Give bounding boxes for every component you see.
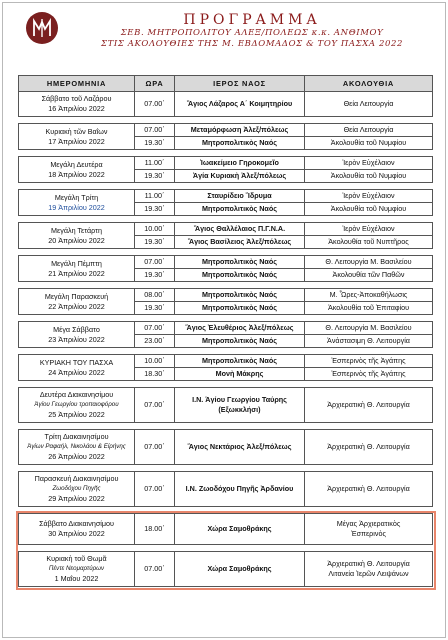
row-spacer <box>19 423 433 430</box>
page-subtitle-1: ΣΕΒ. ΜΗΤΡΟΠΟΛΙΤΟΥ ΑΛΕΞ/ΠΟΛΕΩΣ κ.κ. ΑΝΘΙΜΟΥ <box>120 28 384 38</box>
church-cell <box>175 203 305 216</box>
service-cell <box>305 388 433 423</box>
service-cell <box>305 256 433 269</box>
time-cell-text: 11.00΄ <box>144 191 165 200</box>
monogram-icon <box>30 16 54 40</box>
date-cell <box>19 514 135 545</box>
service-cell-text: Ἀρχιερατικὴ Θ. Λειτουργία <box>327 559 410 568</box>
church-cell-text: Ἅγιος Νεκτάριος Ἀλεξ/πόλεως <box>187 442 292 451</box>
time-cell-text: 07.00΄ <box>144 99 165 108</box>
date-text: 21 Ἀπριλίου 2022 <box>48 268 105 278</box>
date-text: 20 Ἀπριλίου 2022 <box>48 235 105 245</box>
table-row <box>19 157 433 170</box>
time-cell <box>135 472 175 507</box>
service-cell <box>305 322 433 335</box>
date-text: 22 Ἀπριλίου 2022 <box>48 301 105 311</box>
date-cell <box>19 256 135 282</box>
church-cell <box>175 552 305 587</box>
church-cell <box>175 269 305 282</box>
service-cell <box>305 124 433 137</box>
date-text: 1 Μαΐου 2022 <box>54 574 99 583</box>
service-cell <box>305 302 433 315</box>
day-name: Μεγάλη Δευτέρα <box>50 159 103 169</box>
row-spacer-cell <box>19 216 433 223</box>
table-row <box>19 256 433 269</box>
church-cell <box>175 430 305 465</box>
service-cell-text: Ἀκολουθία τοῦ Νυμφίου <box>330 138 407 147</box>
church-cell-text: Ι.Ν. Ἁγίου Γεωργίου Ταύρης <box>192 395 287 404</box>
service-cell-text: Ἀκολουθία τῶν Παθῶν <box>332 270 405 279</box>
church-cell <box>175 190 305 203</box>
date-cell <box>19 430 135 465</box>
table-row <box>19 223 433 236</box>
row-spacer-cell <box>19 348 433 355</box>
service-cell <box>305 430 433 465</box>
service-cell <box>305 92 433 117</box>
time-cell <box>135 203 175 216</box>
row-spacer-cell <box>19 381 433 388</box>
church-cell <box>175 322 305 335</box>
date-cell <box>19 289 135 315</box>
time-cell <box>135 269 175 282</box>
service-cell <box>305 335 433 348</box>
time-cell-text: 19.30΄ <box>144 204 165 213</box>
row-spacer <box>19 545 433 552</box>
church-cell-text: Μητροπολιτικὸς Ναός <box>202 138 277 147</box>
date-cell <box>19 388 135 423</box>
church-cell <box>175 170 305 183</box>
column-header-church: ΙΕΡΟΣ ΝΑΟΣ <box>175 76 305 92</box>
day-name: Δευτέρα Διακαινησίμου <box>39 390 114 399</box>
table-row <box>19 322 433 335</box>
time-cell <box>135 256 175 269</box>
time-cell <box>135 289 175 302</box>
time-cell <box>135 170 175 183</box>
time-cell <box>135 335 175 348</box>
row-spacer <box>19 315 433 322</box>
day-name: Παρασκευή Διακαινησίμου <box>34 474 119 483</box>
service-cell <box>305 514 433 545</box>
service-cell-text: Θεία Λειτουργία <box>343 99 394 108</box>
date-text: 24 Ἀπριλίου 2022 <box>48 367 105 377</box>
service-cell-text: Ἑσπερινὸς τῆς Ἀγάπης <box>331 369 406 378</box>
date-text: 23 Ἀπριλίου 2022 <box>48 334 105 344</box>
church-cell <box>175 355 305 368</box>
service-cell <box>305 269 433 282</box>
church-cell-text: Μεταμόρφωση Ἀλεξ/πόλεως <box>190 125 289 134</box>
date-cell <box>19 552 135 587</box>
row-spacer-cell <box>19 150 433 157</box>
metropolis-logo <box>26 12 58 44</box>
time-cell-text: 07.00΄ <box>144 442 165 451</box>
church-cell <box>175 236 305 249</box>
service-cell-text: Ἑσπερινὸς τῆς Ἀγάπης <box>331 356 406 365</box>
row-spacer-cell <box>19 545 433 552</box>
service-cell-text: Ἱερὸν Εὐχέλαιον <box>342 224 395 233</box>
time-cell <box>135 157 175 170</box>
service-cell-text: Θ. Λειτουργία Μ. Βασιλείου <box>325 323 412 332</box>
church-cell-text: Σταυρίδειο Ἵδρυμα <box>207 191 272 200</box>
date-text: 26 Ἀπριλίου 2022 <box>48 452 105 461</box>
church-cell <box>175 124 305 137</box>
service-cell-text: Θ. Λειτουργία Μ. Βασιλείου <box>325 257 412 266</box>
date-text: 19 Ἀπριλίου 2022 <box>48 202 105 212</box>
time-cell-text: 11.00΄ <box>144 158 165 167</box>
service-cell-text: Ἀρχιερατικὴ Θ. Λειτουργία <box>327 400 410 409</box>
church-cell-text: Μητροπολιτικὸς Ναός <box>202 356 277 365</box>
row-spacer-cell <box>19 249 433 256</box>
time-cell-text: 07.00΄ <box>144 323 165 332</box>
time-cell-text: 19.30΄ <box>144 138 165 147</box>
service-cell-text: Ἱερὸν Εὐχέλαιον <box>342 158 395 167</box>
time-cell <box>135 552 175 587</box>
service-cell-text: Θεία Λειτουργία <box>343 125 394 134</box>
date-cell <box>19 92 135 117</box>
row-spacer <box>19 183 433 190</box>
church-cell-text: Μητροπολιτικὸς Ναός <box>202 303 277 312</box>
time-cell <box>135 355 175 368</box>
schedule-table <box>18 75 433 587</box>
time-cell <box>135 302 175 315</box>
church-cell-text-2: (Εξωκκλήσι) <box>218 405 261 414</box>
church-cell-text: Χώρα Σαμοθράκης <box>207 564 272 573</box>
row-spacer-cell <box>19 507 433 514</box>
day-name: Σάββατο Διακαινησίμου <box>39 519 114 528</box>
time-cell-text: 07.00΄ <box>144 125 165 134</box>
time-cell-text: 08.00΄ <box>144 290 165 299</box>
table-row <box>19 552 433 587</box>
row-spacer-cell <box>19 183 433 190</box>
service-cell <box>305 289 433 302</box>
date-cell <box>19 157 135 183</box>
service-cell <box>305 236 433 249</box>
row-spacer <box>19 507 433 514</box>
time-cell-text: 18.30΄ <box>144 369 165 378</box>
church-cell-text: Ἅγιος Βασίλειος Ἀλεξ/πόλεως <box>187 237 292 246</box>
time-cell <box>135 137 175 150</box>
row-spacer <box>19 249 433 256</box>
church-cell-text: Μητροπολιτικὸς Ναός <box>202 257 277 266</box>
row-spacer <box>19 465 433 472</box>
service-cell-text: Ἀκολουθία τοῦ Νυμφίου <box>330 204 407 213</box>
table-row <box>19 472 433 507</box>
time-cell-text: 10.00΄ <box>144 356 165 365</box>
date-text: 25 Ἀπριλίου 2022 <box>48 410 105 419</box>
church-cell <box>175 92 305 117</box>
service-cell <box>305 137 433 150</box>
time-cell-text: 07.00΄ <box>144 484 165 493</box>
time-cell-text: 19.30΄ <box>144 237 165 246</box>
time-cell-text: 23.00΄ <box>144 336 165 345</box>
date-cell <box>19 190 135 216</box>
header <box>60 12 444 50</box>
church-cell-text: Ἅγιος Ἐλευθέριος Ἀλεξ/πόλεως <box>185 323 294 332</box>
time-cell-text: 10.00΄ <box>144 224 165 233</box>
time-cell <box>135 388 175 423</box>
time-cell <box>135 322 175 335</box>
service-cell-text: Ἱερὸν Εὐχέλαιον <box>342 191 395 200</box>
church-cell <box>175 157 305 170</box>
service-cell <box>305 170 433 183</box>
service-cell <box>305 552 433 587</box>
row-spacer <box>19 216 433 223</box>
service-cell-text: Ἀκολουθία τοῦ Νυπτῆρος <box>328 237 409 246</box>
column-header-date: ΗΜΕΡΟΜΗΝΙΑ <box>19 76 135 92</box>
service-cell <box>305 223 433 236</box>
time-cell <box>135 223 175 236</box>
day-name: Μέγα Σάββατο <box>53 324 100 334</box>
service-cell-text: Μέγας Ἀρχιερατικὸς <box>336 519 401 528</box>
church-cell-text: Ἰωακείμειο Γηροκομεῖο <box>200 158 279 167</box>
service-cell <box>305 368 433 381</box>
time-cell <box>135 430 175 465</box>
date-text: 29 Ἀπριλίου 2022 <box>48 494 105 503</box>
church-cell-text: Μητροπολιτικὸς Ναός <box>202 336 277 345</box>
church-cell <box>175 514 305 545</box>
service-cell <box>305 472 433 507</box>
date-text: 30 Ἀπριλίου 2022 <box>48 529 105 538</box>
date-cell <box>19 124 135 150</box>
table-row <box>19 289 433 302</box>
church-cell-text: Ἅγιος Λάζαρος Α΄ Κοιμητηρίου <box>186 99 293 108</box>
time-cell <box>135 92 175 117</box>
day-name: Σάββατο τοῦ Λαζάρου <box>41 94 112 103</box>
day-name: Κυριακὴ τῶν Βαΐων <box>45 126 108 136</box>
service-cell-text: Ἀκολουθία τοῦ Ἐπιταφίου <box>327 303 410 312</box>
church-cell <box>175 289 305 302</box>
date-text: 17 Ἀπριλίου 2022 <box>48 136 105 146</box>
time-cell-text: 18.00΄ <box>144 524 165 533</box>
time-cell-text: 19.30΄ <box>144 270 165 279</box>
service-cell-text: Μ. Ὧρες-Ἀποκαθήλωσις <box>329 290 408 299</box>
row-spacer-cell <box>19 423 433 430</box>
church-cell-text: Χώρα Σαμοθράκης <box>207 524 272 533</box>
table-header-row <box>19 76 433 92</box>
church-cell-text: Ἁγία Κυριακὴ Ἀλεξ/πόλεως <box>192 171 287 180</box>
day-name: Μεγάλη Παρασκευή <box>44 291 109 301</box>
feast-name: Ἁγίων Ραφαήλ, Νικολάου & Εἰρήνης <box>27 443 126 450</box>
date-cell <box>19 322 135 348</box>
date-cell <box>19 472 135 507</box>
service-cell-text: Ἀνάστασιμη Θ. Λειτουργία <box>327 336 410 345</box>
service-cell <box>305 190 433 203</box>
date-cell <box>19 355 135 381</box>
service-cell-text: Ἀκολουθία τοῦ Νυμφίου <box>330 171 407 180</box>
table-row <box>19 430 433 465</box>
page-subtitle-2: ΣΤΙΣ ΑΚΟΛΟΥΘΙΕΣ ΤΗΣ Μ. ΕΒΔΟΜΑΔΟΣ & ΤΟΥ ΠΑΣΧΑ 2022 <box>101 39 403 49</box>
column-header-time: ΩΡΑ <box>135 76 175 92</box>
time-cell-text: 19.30΄ <box>144 303 165 312</box>
table-row <box>19 92 433 117</box>
page-title: ΠΡΟΓΡΑΜΜΑ <box>183 12 321 28</box>
church-cell-text: Μητροπολιτικὸς Ναός <box>202 290 277 299</box>
column-header-service: ΑΚΟΛΟΥΘΙΑ <box>305 76 433 92</box>
service-cell-text-2: Ἑσπερινὸς <box>351 529 386 538</box>
time-cell <box>135 190 175 203</box>
church-cell <box>175 256 305 269</box>
row-spacer <box>19 117 433 124</box>
day-name: Μεγάλη Τετάρτη <box>51 225 102 235</box>
day-name: Μεγάλη Τρίτη <box>54 192 99 202</box>
church-cell <box>175 335 305 348</box>
church-cell <box>175 137 305 150</box>
feast-name: Ζωοδόχου Πηγῆς <box>52 485 101 492</box>
service-cell-text-2: Λιτανεία Ἱερῶν Λειψάνων <box>328 569 409 578</box>
table-row <box>19 514 433 545</box>
service-cell-text: Ἀρχιερατικὴ Θ. Λειτουργία <box>327 442 410 451</box>
church-cell-text: Μονὴ Μάκρης <box>215 369 264 378</box>
row-spacer-cell <box>19 315 433 322</box>
church-cell <box>175 388 305 423</box>
table-row <box>19 355 433 368</box>
time-cell <box>135 236 175 249</box>
row-spacer <box>19 282 433 289</box>
row-spacer-cell <box>19 282 433 289</box>
day-name: Μεγάλη Πέμπτη <box>51 258 102 268</box>
date-text: 18 Ἀπριλίου 2022 <box>48 169 105 179</box>
row-spacer-cell <box>19 117 433 124</box>
day-name: Κυριακὴ τοῦ Θωμᾶ <box>46 554 107 563</box>
church-cell <box>175 472 305 507</box>
service-cell-text: Ἀρχιερατικὴ Θ. Λειτουργία <box>327 484 410 493</box>
row-spacer <box>19 381 433 388</box>
church-cell <box>175 302 305 315</box>
time-cell-text: 07.00΄ <box>144 400 165 409</box>
row-spacer <box>19 348 433 355</box>
time-cell <box>135 514 175 545</box>
church-cell <box>175 223 305 236</box>
time-cell <box>135 124 175 137</box>
church-cell-text: Ἅγιος Θαλλέλαιος Π.Γ.Ν.Α. <box>193 224 286 233</box>
row-spacer-cell <box>19 465 433 472</box>
feast-name: Πέντε Νεομαρτύρων <box>48 565 105 572</box>
day-name: ΚΥΡΙΑΚΗ ΤΟΥ ΠΑΣΧΑ <box>39 357 114 367</box>
day-name: Τρίτη Διακαινησίμου <box>44 432 109 441</box>
time-cell <box>135 368 175 381</box>
row-spacer <box>19 150 433 157</box>
table-row <box>19 388 433 423</box>
time-cell-text: 07.00΄ <box>144 564 165 573</box>
feast-name: Ἁγίου Γεωργίου τροπαιοφόρου <box>34 401 119 408</box>
service-cell <box>305 157 433 170</box>
date-cell <box>19 223 135 249</box>
service-cell <box>305 203 433 216</box>
church-cell <box>175 368 305 381</box>
time-cell-text: 19.30΄ <box>144 171 165 180</box>
church-cell-text: Μητροπολιτικὸς Ναός <box>202 204 277 213</box>
date-text: 16 Ἀπριλίου 2022 <box>48 104 105 113</box>
service-cell <box>305 355 433 368</box>
church-cell-text: Ι.Ν. Ζωοδόχου Πηγῆς Ἀρδανίου <box>185 484 294 493</box>
table-row <box>19 124 433 137</box>
time-cell-text: 07.00΄ <box>144 257 165 266</box>
table-row <box>19 190 433 203</box>
church-cell-text: Μητροπολιτικὸς Ναός <box>202 270 277 279</box>
